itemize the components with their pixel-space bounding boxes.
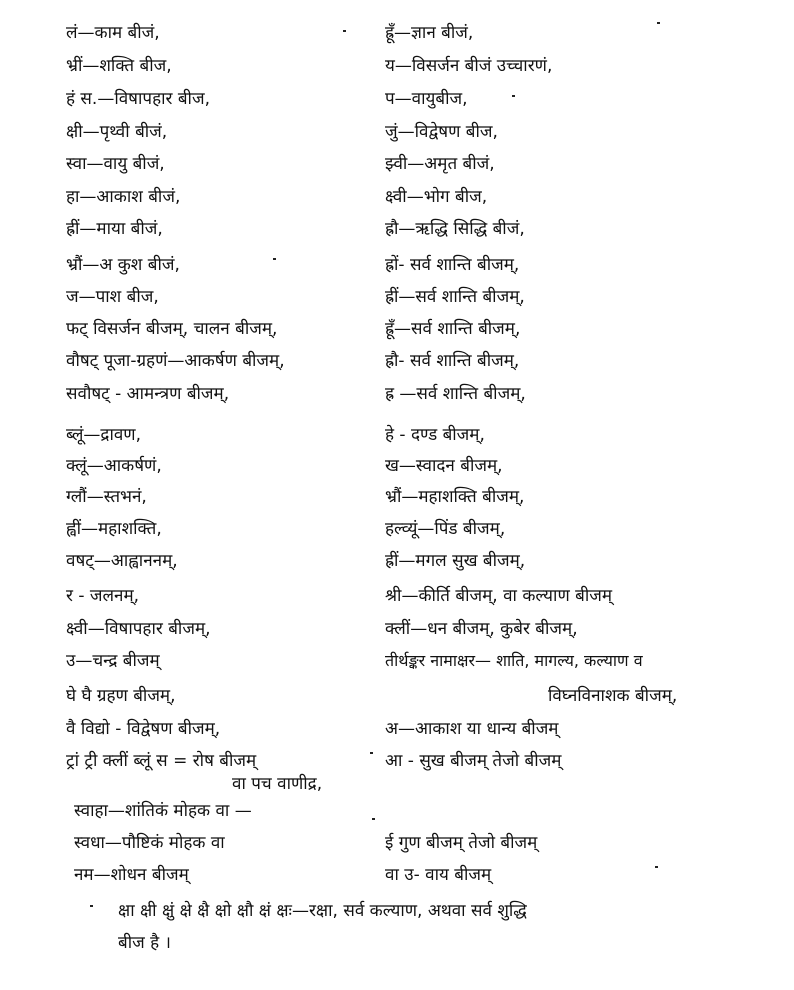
left-entry: सवौषट् - आमन्त्रण बीजम्, xyxy=(66,384,230,404)
left-entry: स्वा—वायु बीजं, xyxy=(66,154,165,174)
left-entry: ह्रीं—माया बीजं, xyxy=(66,219,163,239)
left-entry: भ्रीं—शक्ति बीज, xyxy=(66,56,172,76)
left-entry: स्वधा—पौष्टिकं मोहक वा xyxy=(74,833,225,853)
left-entry: हा—आकाश बीजं, xyxy=(66,187,181,207)
right-entry: भ्रौं—महाशक्ति बीजम्, xyxy=(385,487,525,507)
scan-speck xyxy=(372,818,375,820)
right-entry: झ्वी—अमृत बीजं, xyxy=(385,154,495,174)
left-entry-continuation: वा पच वाणीद्र, xyxy=(232,774,323,794)
right-entry: ई गुण बीजम् तेजो बीजम् xyxy=(385,833,538,853)
footer-line-2: बीज है । xyxy=(118,933,172,953)
right-entry: ह्रूँ—ज्ञान बीजं, xyxy=(385,23,474,43)
left-entry: भ्रौं—अ कुश बीजं, xyxy=(66,255,180,275)
scan-speck xyxy=(90,905,93,907)
right-entry: प—वायुबीज, xyxy=(385,89,468,109)
right-entry: हल्व्यूं—पिंड बीजम्, xyxy=(385,519,506,539)
right-entry: आ - सुख बीजम् तेजो बीजम् xyxy=(385,751,562,771)
left-entry: उ—चन्द्र बीजम् xyxy=(66,651,160,671)
right-entry: श्री—कीर्ति बीजम्, वा कल्याण बीजम् xyxy=(385,586,613,606)
scan-speck xyxy=(512,95,515,97)
right-entry: क्लीं—धन बीजम्, कुबेर बीजम्, xyxy=(385,619,578,639)
left-entry: नम—शोधन बीजम् xyxy=(74,865,189,885)
left-entry: ज—पाश बीज, xyxy=(66,287,159,307)
scan-speck xyxy=(655,866,658,868)
left-entry: लं—काम बीजं, xyxy=(66,23,160,43)
left-entry: ट्रां ट्री क्लीं ब्लूं स = रोष बीजम् xyxy=(66,751,257,771)
left-entry: हं स.—विषापहार बीज, xyxy=(66,89,210,109)
scan-speck xyxy=(370,752,373,754)
right-entry: ह्र —सर्व शान्ति बीजम्, xyxy=(385,384,526,404)
right-entry: ह्रौ—ऋद्धि सिद्धि बीजं, xyxy=(385,219,525,239)
right-entry: हे - दण्ड बीजम्, xyxy=(385,425,485,445)
scan-speck xyxy=(343,30,346,32)
left-entry: र - जलनम्, xyxy=(66,586,140,606)
left-entry: क्ष्वी—विषापहार बीजम्, xyxy=(66,619,211,639)
left-entry: फट् विसर्जन बीजम्, चालन बीजम्, xyxy=(66,319,278,339)
right-entry: अ—आकाश या धान्य बीजम् xyxy=(385,719,559,739)
left-entry: ग्लौं—स्तभनं, xyxy=(66,487,147,507)
left-entry: वौषट् पूजा-ग्रहणं—आकर्षण बीजम्, xyxy=(66,351,285,371)
right-entry: तीर्थङ्कर नामाक्षर— शाति, मागल्य, कल्याण व xyxy=(385,651,643,670)
left-entry: ह्वीं—महाशक्ति, xyxy=(66,519,162,539)
right-entry: य—विसर्जन बीजं उच्चारणं, xyxy=(385,56,553,76)
left-entry: क्लूं—आकर्षणं, xyxy=(66,456,162,476)
right-entry: जुं—विद्वेषण बीज, xyxy=(385,122,498,142)
right-entry-continuation: विघ्नविनाशक बीजम्, xyxy=(548,686,678,706)
left-entry: वषट्—आह्वाननम्, xyxy=(66,551,178,571)
left-entry: स्वाहा—शांतिकं मोहक वा — xyxy=(74,801,252,821)
right-entry: क्ष्वी—भोग बीज, xyxy=(385,187,488,207)
left-entry: वै विद्यो - विद्वेषण बीजम्, xyxy=(66,719,221,739)
right-entry: ह्रीं—सर्व शान्ति बीजम्, xyxy=(385,287,525,307)
right-entry: ह्रौ- सर्व शान्ति बीजम्, xyxy=(385,351,520,371)
left-entry: ब्लूं—द्रावण, xyxy=(66,425,142,445)
right-entry: ह्रों- सर्व शान्ति बीजम्, xyxy=(385,255,520,275)
footer-line-1: क्षा क्षी क्षुं क्षे क्षै क्षो क्षौ क्षं क्षः—रक्षा, सर्व कल्याण, अथवा सर्व शुद्धि xyxy=(118,901,527,921)
left-entry: घे घै ग्रहण बीजम्, xyxy=(66,686,176,706)
left-entry: क्षी—पृथ्वी बीजं, xyxy=(66,122,168,142)
right-entry: ह्रूँ—सर्व शान्ति बीजम्, xyxy=(385,319,521,339)
scan-speck xyxy=(273,258,276,260)
right-entry: ह्रीं—मगल सुख बीजम्, xyxy=(385,551,526,571)
right-entry: वा उ- वाय बीजम् xyxy=(385,865,492,885)
scan-speck xyxy=(657,22,660,24)
right-entry: ख—स्वादन बीजम्, xyxy=(385,456,503,476)
